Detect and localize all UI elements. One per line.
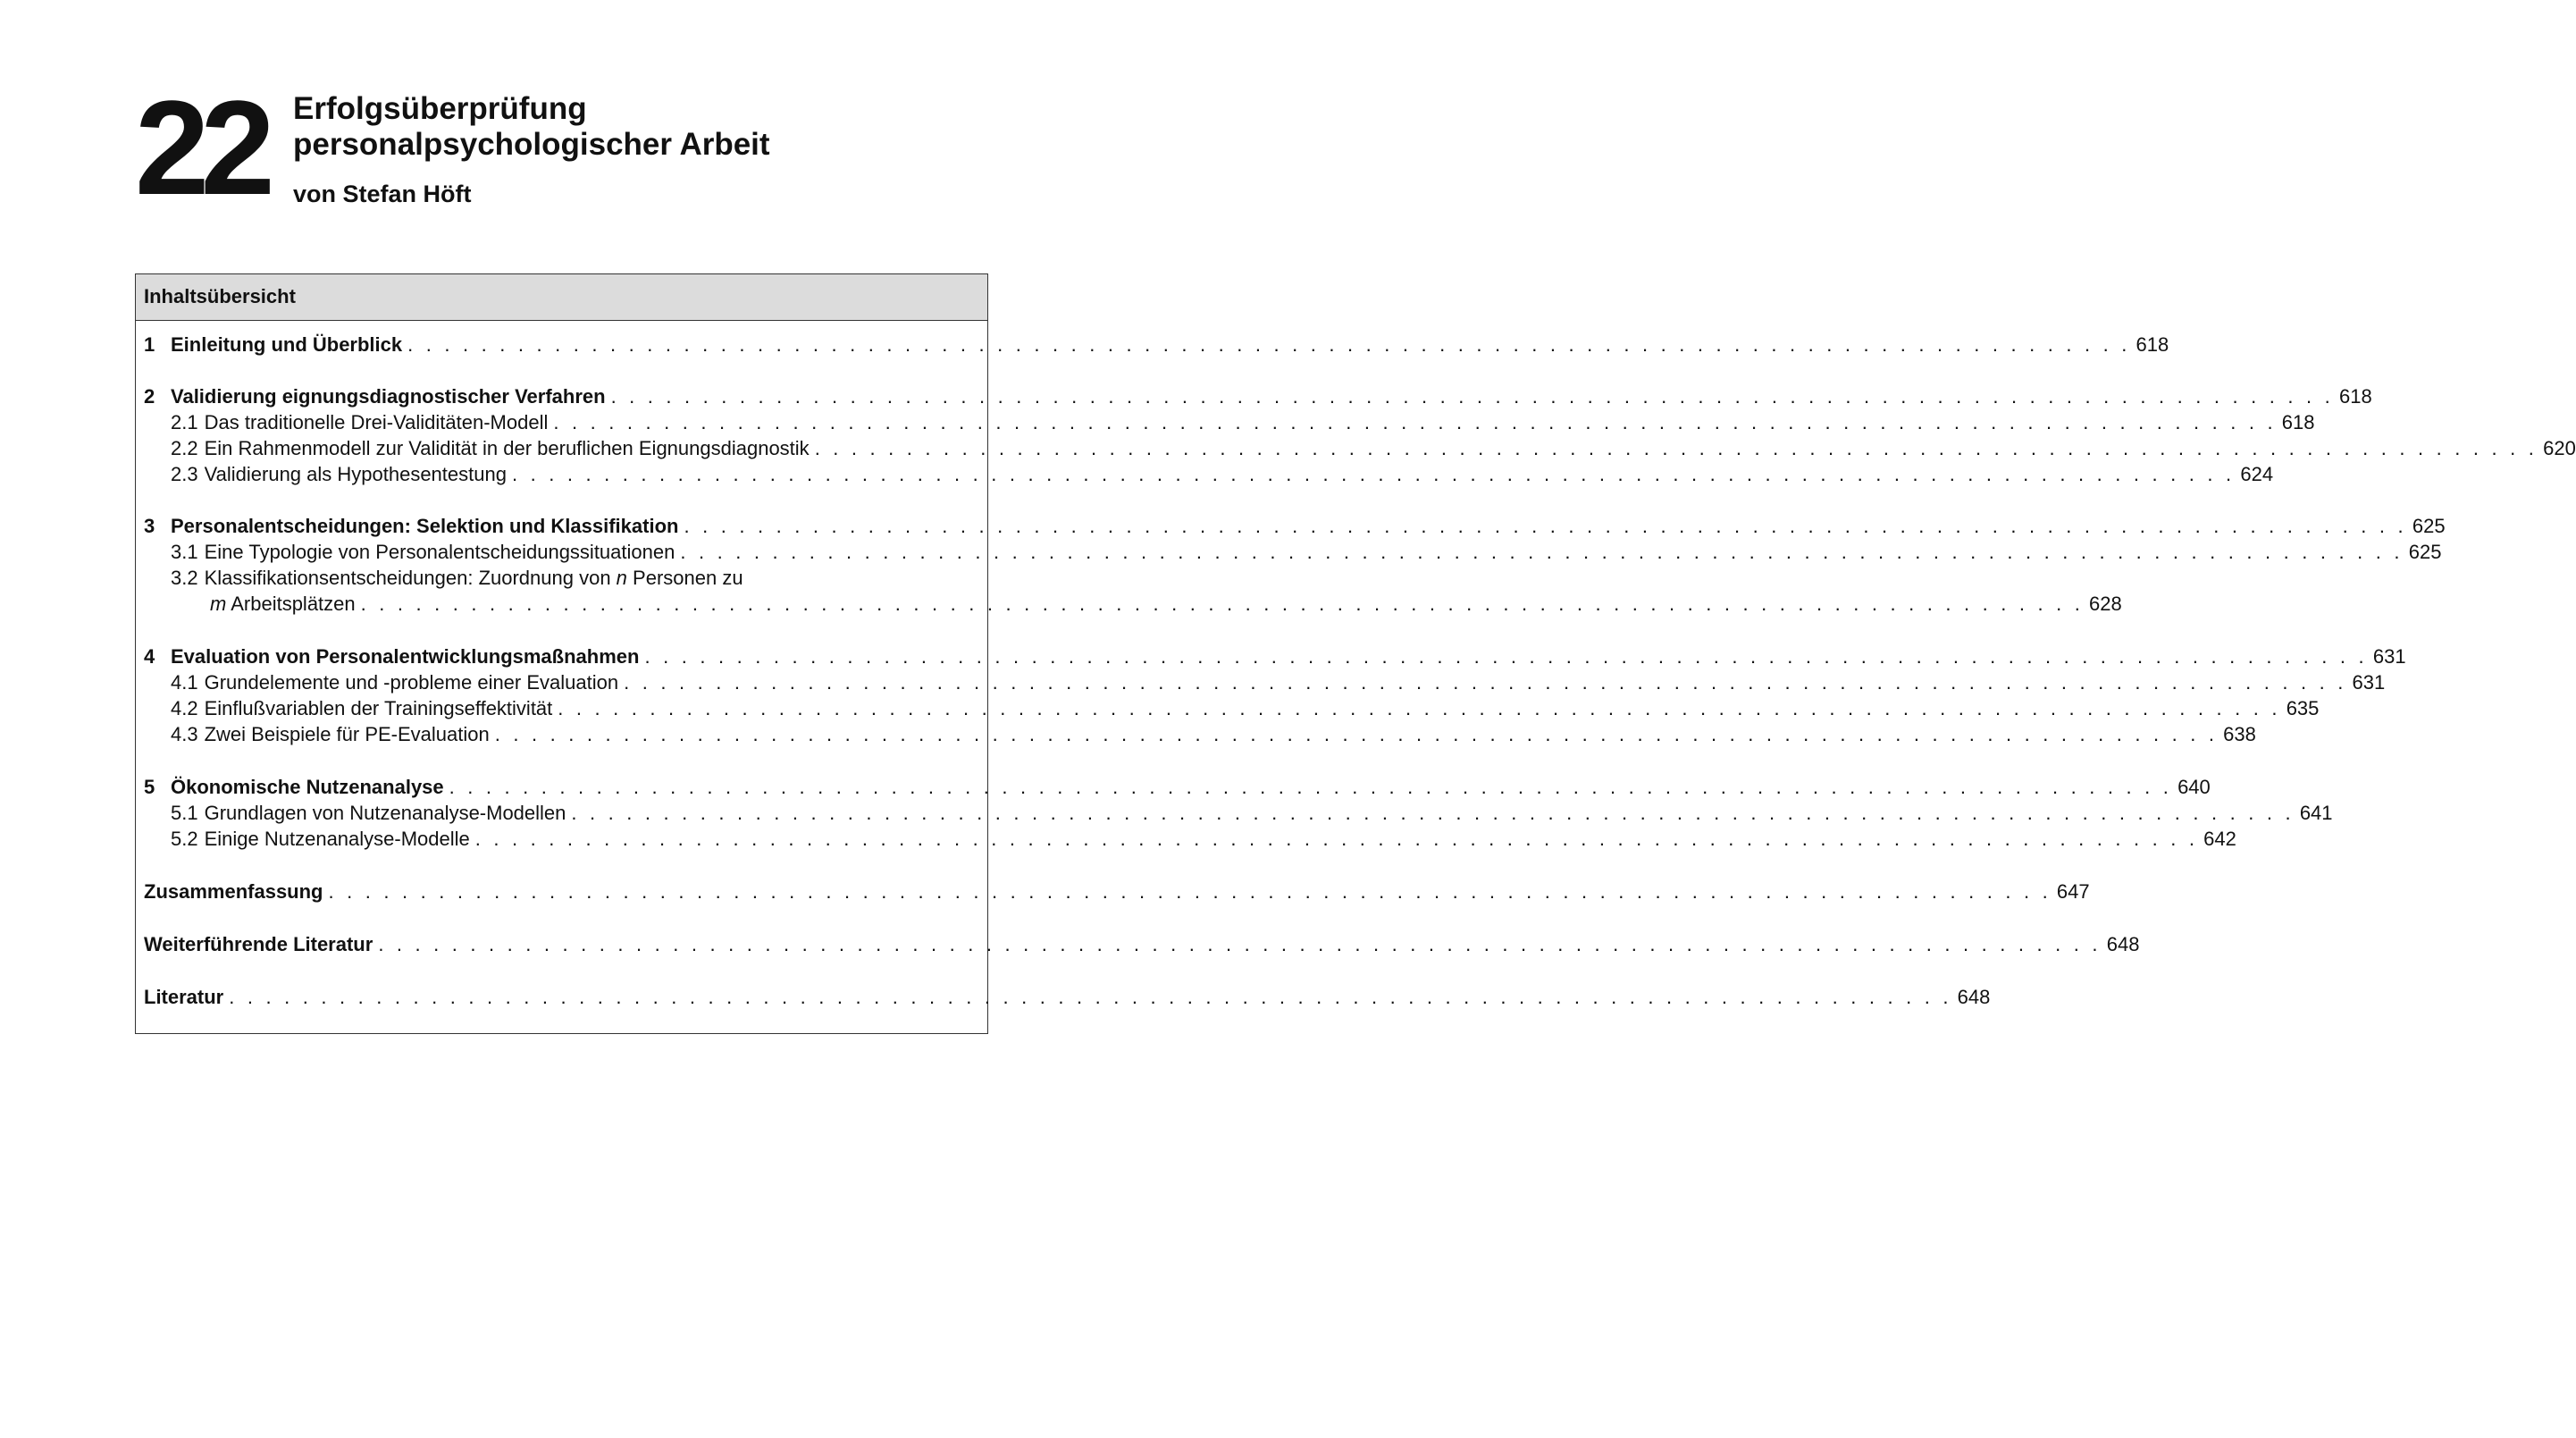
toc-entry-label: Zusammenfassung (144, 880, 323, 903)
chapter-title (293, 91, 770, 163)
toc-entry-page: 624 (2240, 463, 2274, 485)
toc-entry-number: 5.2 (171, 828, 198, 850)
toc-dot-leader: . . . . . . . . . . . . . . . . . . . . . . . . . . . . . . . . . . . . . . . . . . . . . . . . . . . . . . . . . . . . . . . . . . . . . . . . . . . . . . . . . . . . . . . . . . . . . . (328, 880, 2052, 903)
toc-dot-leader: . . . . . . . . . . . . . . . . . . . . . . . . . . . . . . . . . . . . . . . . . . . . . . . . . . . . . . . . . . . . . . . . . . . . . . . . . . . . . . . . . . . . . . . . . . . . . . (378, 933, 2102, 955)
toc-dot-leader: . . . . . . . . . . . . . . . . . . . . . . . . . . . . . . . . . . . . . . . . . . . . . . . . . . . . . . . . . . . . . . . . . . . . . . . . . . . . . . . . . . . . . . . . . . . . . . (511, 463, 2236, 485)
toc-entry-literature[interactable] (144, 984, 1991, 1011)
toc-entry-number: 5.1 (171, 802, 198, 824)
toc-entry-label: Zwei Beispiele für PE-Evaluation (204, 723, 490, 745)
toc-entry-page: 618 (2338, 385, 2372, 408)
toc-dot-leader: . . . . . . . . . . . . . . . . . . . . . . . . . . . . . . . . . . . . . . . . . . . . . . . . . . . . . . . . . . . . . . . . . . . . . . . . . . . . . . . . . . . . . . . . . . . . . . (449, 776, 2173, 798)
toc-entry-page: 642 (2203, 828, 2236, 850)
toc-entry-label: Klassifikationsentscheidungen: Zuordnung von n Personen zu (204, 567, 743, 589)
variable-m: m (210, 593, 227, 615)
toc-entry-label: Grundelemente und -probleme einer Evaluation (204, 671, 619, 694)
toc-entry-number: 2.3 (171, 463, 198, 485)
toc-entry-number: 1 (144, 333, 155, 356)
toc-entry-page: 641 (2299, 802, 2333, 824)
toc-entry-3-1[interactable] (171, 539, 2442, 566)
toc-entry-4-2[interactable] (171, 695, 2320, 722)
toc-entry-summary[interactable] (144, 879, 2090, 905)
toc-entry-number: 2.1 (171, 411, 198, 433)
toc-entry-page: 647 (2056, 880, 2090, 903)
toc-entry-label: Validierung eignungsdiagnostischer Verfahren (171, 385, 606, 408)
toc-entry-page: 618 (2281, 411, 2315, 433)
toc-entry-page: 631 (2372, 645, 2406, 668)
toc-entry-2[interactable] (144, 383, 2372, 410)
toc-entry-label: m Arbeitsplätzen (210, 593, 356, 615)
toc-entry-label: Einflußvariablen der Trainingseffektivität (204, 697, 553, 719)
variable-n: n (616, 567, 627, 589)
toc-entry-number: 3.1 (171, 541, 198, 563)
toc-entry-label: Evaluation von Personalentwicklungsmaßnahmen (171, 645, 640, 668)
toc-entry-number: 4.1 (171, 671, 198, 694)
toc-dot-leader: . . . . . . . . . . . . . . . . . . . . . . . . . . . . . . . . . . . . . . . . . . . . . . . . . . . . . . . . . . . . . . . . . . . . . . . . . . . . . . . . . . . . . . . . . . . . . . (553, 411, 2277, 433)
chapter-author: von Stefan Höft (293, 181, 472, 207)
toc-dot-leader: . . . . . . . . . . . . . . . . . . . . . . . . . . . . . . . . . . . . . . . . . . . . . . . . . . . . . . . . . . . . . . . . . . . . . . . . . . . . . . . . . . . . . . . . . . . . . . (814, 437, 2538, 459)
toc-dot-leader: . . . . . . . . . . . . . . . . . . . . . . . . . . . . . . . . . . . . . . . . . . . . . . . . . . . . . . . . . . . . . . . . . . . . . . . . . . . . . . . . . . . . . . . . . . . . . . (644, 645, 2368, 668)
toc-entry-4-3[interactable] (171, 721, 2256, 748)
toc-entry-5[interactable] (144, 774, 2211, 801)
toc-entry-page: 635 (2286, 697, 2320, 719)
toc-entry-label: Grundlagen von Nutzenanalyse-Modellen (204, 802, 566, 824)
toc-entry-label: Eine Typologie von Personalentscheidungssituationen (204, 541, 675, 563)
toc-entry-3[interactable] (144, 513, 2446, 540)
chapter-number: 22 (135, 72, 266, 223)
toc-dot-leader: . . . . . . . . . . . . . . . . . . . . . . . . . . . . . . . . . . . . . . . . . . . . . . . . . . . . . . . . . . . . . . . . . . . . . . . . . . . . . . . . . . . . . . . . . . . . . . (474, 828, 2199, 850)
toc-entry-page: 648 (1957, 986, 1991, 1008)
toc-entry-number: 4.3 (171, 723, 198, 745)
toc-entry-label: Einleitung und Überblick (171, 333, 403, 356)
toc-entry-number: 3 (144, 515, 155, 537)
toc-entry-label: Das traditionelle Drei-Validitäten-Modell (204, 411, 549, 433)
chapter-title-line-1: Erfolgsüberprüfung (293, 91, 587, 126)
toc-entry-label: Ökonomische Nutzenanalyse (171, 776, 444, 798)
toc-dot-leader: . . . . . . . . . . . . . . . . . . . . . . . . . . . . . . . . . . . . . . . . . . . . . . . . . . . . . . . . . . . . . . . . . . . . . . . . . . . . . . . . . . . . . . . . . . . . . . (407, 333, 2131, 356)
toc-entry-number: 5 (144, 776, 155, 798)
toc-dot-leader: . . . . . . . . . . . . . . . . . . . . . . . . . . . . . . . . . . . . . . . . . . . . . . . . . . . . . . . . . . . . . . . . . . . . . . . . . . . . . . . . . . . . . . . . . . . . . . (684, 515, 2407, 537)
toc-dot-leader: . . . . . . . . . . . . . . . . . . . . . . . . . . . . . . . . . . . . . . . . . . . . . . . . . . . . . . . . . . . . . . . . . . . . . . . . . . . . . . . . . . . . . . . . . . . . . . (360, 593, 2085, 615)
toc-entry-5-1[interactable] (171, 800, 2333, 827)
toc-heading: Inhaltsübersicht (136, 274, 987, 321)
table-of-contents (135, 273, 2576, 1034)
toc-entry-label: Ein Rahmenmodell zur Validität in der beruflichen Eignungsdiagnostik (204, 437, 810, 459)
toc-entry-page: 625 (2408, 541, 2442, 563)
toc-entry-label: Weiterführende Literatur (144, 933, 373, 955)
toc-entry-label: Einige Nutzenanalyse-Modelle (204, 828, 470, 850)
toc-entry-page: 618 (2135, 333, 2169, 356)
toc-dot-leader: . . . . . . . . . . . . . . . . . . . . . . . . . . . . . . . . . . . . . . . . . . . . . . . . . . . . . . . . . . . . . . . . . . . . . . . . . . . . . . . . . . . . . . . . . . . . . . (680, 541, 2404, 563)
toc-entry-number: 3.2 (171, 567, 198, 589)
toc-entry-2-1[interactable] (171, 409, 2315, 436)
toc-entry-3-2[interactable] (171, 565, 976, 592)
toc-dot-leader: . . . . . . . . . . . . . . . . . . . . . . . . . . . . . . . . . . . . . . . . . . . . . . . . . . . . . . . . . . . . . . . . . . . . . . . . . . . . . . . . . . . . . . . . . . . . . . (571, 802, 2295, 824)
toc-entry-label: Validierung als Hypothesentestung (204, 463, 507, 485)
toc-entry-number: 4.2 (171, 697, 198, 719)
toc-entry-4-1[interactable] (171, 669, 2386, 696)
toc-entry-page: 625 (2412, 515, 2446, 537)
toc-dot-leader: . . . . . . . . . . . . . . . . . . . . . . . . . . . . . . . . . . . . . . . . . . . . . . . . . . . . . . . . . . . . . . . . . . . . . . . . . . . . . . . . . . . . . . . . . . . . . . (494, 723, 2219, 745)
toc-entry-page: 640 (2177, 776, 2211, 798)
chapter-header (135, 72, 850, 223)
toc-entry-2-2[interactable] (171, 435, 2576, 462)
chapter-title-line-2: personalpsychologischer Arbeit (293, 127, 770, 162)
toc-entry-label: Personalentscheidungen: Selektion und Klassifikation (171, 515, 679, 537)
toc-dot-leader: . . . . . . . . . . . . . . . . . . . . . . . . . . . . . . . . . . . . . . . . . . . . . . . . . . . . . . . . . . . . . . . . . . . . . . . . . . . . . . . . . . . . . . . . . . . . . . (624, 671, 2347, 694)
toc-entry-number: 2.2 (171, 437, 198, 459)
toc-dot-leader: . . . . . . . . . . . . . . . . . . . . . . . . . . . . . . . . . . . . . . . . . . . . . . . . . . . . . . . . . . . . . . . . . . . . . . . . . . . . . . . . . . . . . . . . . . . . . . (229, 986, 1952, 1008)
toc-entry-4[interactable] (144, 643, 2406, 670)
toc-entry-3-2-continued[interactable] (210, 591, 2122, 618)
toc-entry-number: 2 (144, 385, 155, 408)
toc-entry-page: 620 (2543, 437, 2576, 459)
toc-entry-1[interactable] (144, 332, 2169, 358)
toc-entry-label: Literatur (144, 986, 224, 1008)
toc-entry-page: 648 (2106, 933, 2140, 955)
toc-entry-page: 628 (2089, 593, 2122, 615)
toc-entry-2-3[interactable] (171, 461, 2274, 488)
toc-entry-page: 631 (2352, 671, 2386, 694)
toc-entry-5-2[interactable] (171, 826, 2236, 853)
toc-entry-further-reading[interactable] (144, 931, 2140, 958)
toc-entry-number: 4 (144, 645, 155, 668)
toc-dot-leader: . . . . . . . . . . . . . . . . . . . . . . . . . . . . . . . . . . . . . . . . . . . . . . . . . . . . . . . . . . . . . . . . . . . . . . . . . . . . . . . . . . . . . . . . . . . . . . (558, 697, 2281, 719)
toc-dot-leader: . . . . . . . . . . . . . . . . . . . . . . . . . . . . . . . . . . . . . . . . . . . . . . . . . . . . . . . . . . . . . . . . . . . . . . . . . . . . . . . . . . . . . . . . . . . . . . (610, 385, 2334, 408)
toc-entry-page: 638 (2223, 723, 2256, 745)
